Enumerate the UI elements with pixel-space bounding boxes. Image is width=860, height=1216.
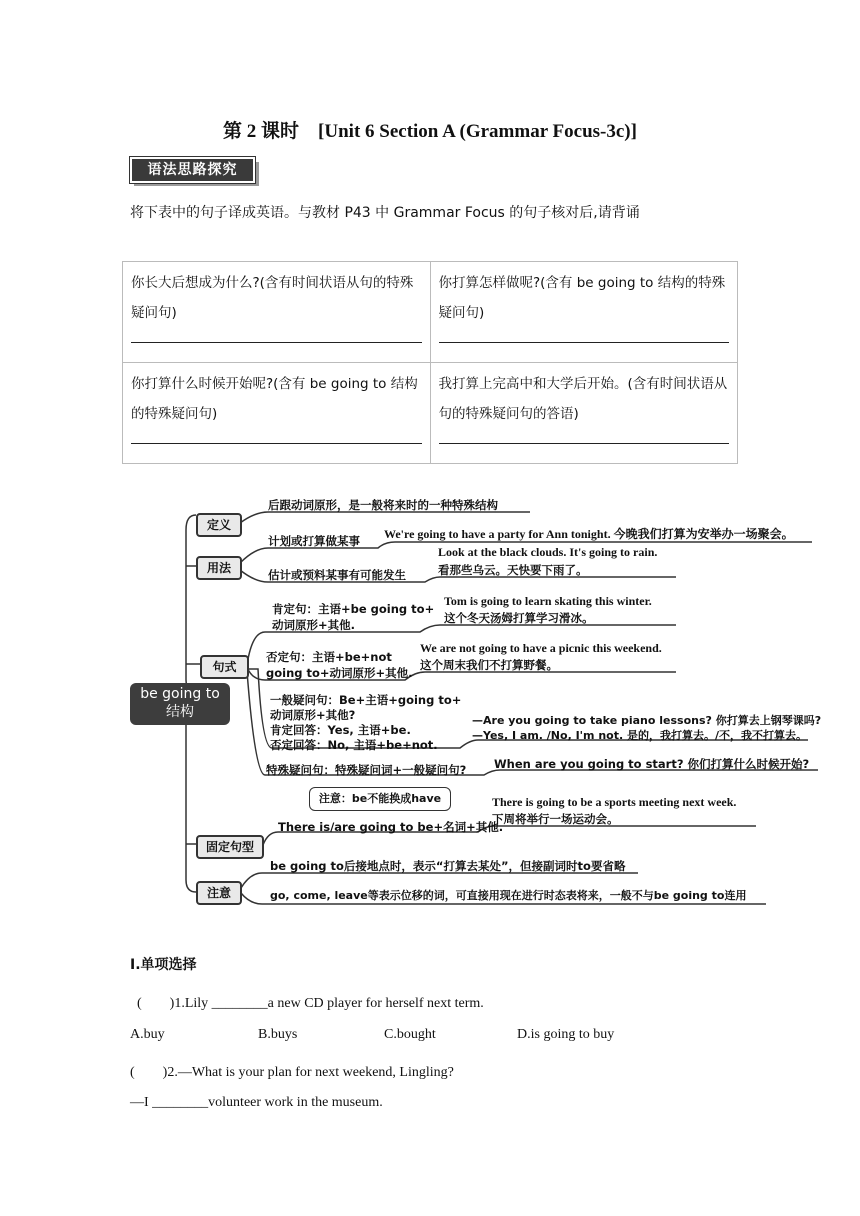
question-1-option-b[interactable]: B.buys <box>258 1027 298 1042</box>
question-2-stem: ( )2.—What is your plan for next weekend, Lingling? <box>130 1065 454 1080</box>
question-rule-1: 一般疑问句：Be+主语+going to+ <box>270 693 462 707</box>
cell-prompt: 你长大后想成为什么?(含有时间状语从句的特殊疑问句) <box>131 275 414 321</box>
page-title: 第 2 课时 [Unit 6 Section A (Grammar Focus-3c)] <box>223 121 637 142</box>
note-1: be going to后接地点时，表示“打算去某处”，但接副词时to要省略 <box>270 859 626 873</box>
node-note: 注意 <box>196 881 242 905</box>
fixed-example-zh: 下周将举行一场运动会。 <box>492 812 619 826</box>
usage-predict-example-zh: 看那些乌云。天快要下雨了。 <box>438 563 588 577</box>
cell-prompt: 你打算怎样做呢?(含有 be going to 结构的特殊疑问句) <box>438 275 726 321</box>
question-rule-4: 否定回答：No, 主语+be+not. <box>270 738 438 752</box>
question-1-stem: ( )1.Lily ________a new CD player for herself next term. <box>137 996 484 1011</box>
node-definition: 定义 <box>196 513 242 537</box>
wh-question-example: When are you going to start? 你们打算什么时候开始? <box>494 757 810 771</box>
table-cell <box>123 262 431 363</box>
question-rule-3: 肯定回答：Yes, 主语+be. <box>270 723 411 737</box>
usage-predict: 估计或预料某事有可能发生 <box>268 568 406 582</box>
node-usage: 用法 <box>196 556 242 580</box>
positive-example-en: Tom is going to learn skating this winter. <box>444 594 652 608</box>
cell-prompt: 你打算什么时候开始呢?(含有 be going to 结构的特殊疑问句) <box>131 376 418 422</box>
translation-table <box>122 261 738 464</box>
question-2-answer: —I ________volunteer work in the museum. <box>130 1095 383 1110</box>
positive-example-zh: 这个冬天汤姆打算学习滑冰。 <box>444 611 594 625</box>
mind-map-root <box>130 683 230 725</box>
table-cell <box>430 262 738 363</box>
fixed-example-en: There is going to be a sports meeting next week. <box>492 795 737 809</box>
callout-note: 注意：be不能换成have <box>309 787 451 811</box>
question-example-1: —Are you going to take piano lessons? 你打算去上钢琴课吗? <box>472 714 822 727</box>
question-example-2: —Yes, I am. /No, I'm not. 是的，我打算去。/不，我不打算去。 <box>472 729 807 742</box>
intro-instruction: 将下表中的句子译成英语。与教材 P43 中 Grammar Focus 的句子核对后,请背诵 <box>130 205 640 221</box>
root-line-2: 结构 <box>166 704 194 720</box>
answer-line[interactable] <box>439 433 730 444</box>
table-cell <box>123 363 431 464</box>
usage-plan-example: We're going to have a party for Ann tonight. 今晚我们打算为安举办一场聚会。 <box>384 527 794 541</box>
table-row <box>123 262 738 363</box>
node-fixed-pattern: 固定句型 <box>196 835 264 859</box>
question-rule-2: 动词原形+其他? <box>270 708 356 722</box>
banner-label: 语法思路探究 <box>130 157 255 183</box>
wh-question-rule: 特殊疑问句：特殊疑问词+一般疑问句? <box>266 763 467 777</box>
cell-prompt: 我打算上完高中和大学后开始。(含有时间状语从句的特殊疑问句的答语) <box>438 376 728 422</box>
usage-predict-example-en: Look at the black clouds. It's going to rain. <box>438 545 658 559</box>
positive-rule-1: 肯定句：主语+be going to+ <box>272 602 435 616</box>
definition-text: 后跟动词原形，是一般将来时的一种特殊结构 <box>268 498 498 512</box>
node-pattern: 句式 <box>200 655 249 679</box>
question-1-option-a[interactable]: A.buy <box>130 1027 165 1042</box>
fixed-pattern-text: There is/are going to be+名词+其他. <box>278 820 504 834</box>
negative-rule-1: 否定句：主语+be+not <box>266 650 392 664</box>
negative-example-en: We are not going to have a picnic this weekend. <box>420 641 662 655</box>
answer-line[interactable] <box>439 332 730 343</box>
negative-example-zh: 这个周末我们不打算野餐。 <box>420 658 558 672</box>
positive-rule-2: 动词原形+其他. <box>272 618 356 632</box>
section-banner <box>130 157 257 185</box>
table-row <box>123 363 738 464</box>
note-2: go, come, leave等表示位移的词，可直接用现在进行时态表将来，一般不与be going to连用 <box>270 889 747 902</box>
usage-plan: 计划或打算做某事 <box>268 534 360 548</box>
answer-line[interactable] <box>131 332 422 343</box>
question-1-option-d[interactable]: D.is going to buy <box>517 1027 615 1042</box>
section-heading: Ⅰ.单项选择 <box>130 957 197 973</box>
root-line-1: be going to <box>140 686 220 702</box>
question-1-option-c[interactable]: C.bought <box>384 1027 436 1042</box>
table-cell <box>430 363 738 464</box>
answer-line[interactable] <box>131 433 422 444</box>
negative-rule-2: going to+动词原形+其他. <box>266 666 413 680</box>
